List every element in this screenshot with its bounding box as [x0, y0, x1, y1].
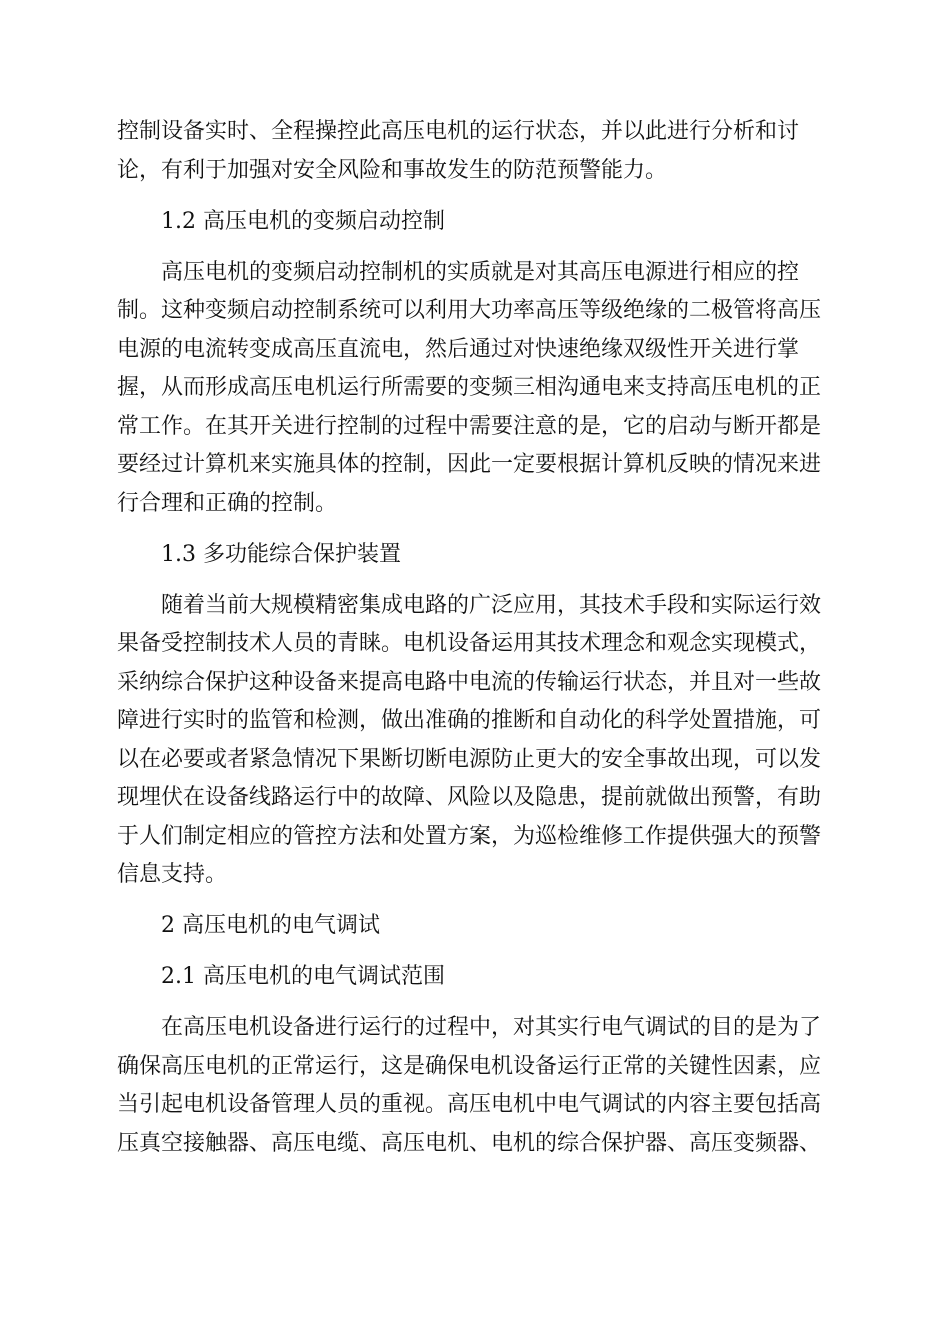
text-line: 当引起电机设备管理人员的重视。高压电机中电气调试的内容主要包括高	[117, 1092, 822, 1117]
text-line: 障进行实时的监管和检测，做出准确的推断和自动化的科学处置措施，可	[117, 708, 822, 733]
section-heading-1-3: 1.3 多功能综合保护装置	[161, 541, 401, 567]
text-line: 电源的电流转变成高压直流电，然后通过对快速绝缘双级性开关进行掌	[117, 336, 800, 362]
paragraph-continuation	[117, 113, 833, 190]
text-line: 确保高压电机的正常运行，这是确保电机设备运行正常的关键性因素，应	[117, 1053, 822, 1079]
paragraph-1-2	[117, 254, 833, 524]
text-line: 论，有利于加强对安全风险和事故发生的防范预警能力。	[117, 157, 668, 183]
text-line: 于人们制定相应的管控方法和处置方案，为巡检维修工作提供强大的预警	[117, 823, 822, 849]
text-line: 高压电机的变频启动控制机的实质就是对其高压电源进行相应的控	[161, 259, 800, 285]
text-line: 控制设备实时、全程操控此高压电机的运行状态，并以此进行分析和讨	[117, 119, 800, 144]
text-line: 果备受控制技术人员的青睐。电机设备运用其技术理念和观念实现模式，	[117, 631, 822, 656]
text-line: 在高压电机设备进行运行的过程中，对其实行电气调试的目的是为了	[161, 1015, 822, 1040]
paragraph-1-3	[117, 587, 833, 895]
section-heading-2: 2 高压电机的电气调试	[161, 913, 380, 938]
text-line: 现埋伏在设备线路运行中的故障、风险以及隐患，提前就做出预警，有助	[117, 785, 822, 810]
document-page	[117, 113, 833, 1163]
text-line: 随着当前大规模精密集成电路的广泛应用，其技术手段和实际运行效	[161, 592, 822, 618]
text-line: 要经过计算机来实施具体的控制，因此一定要根据计算机反映的情况来进	[117, 452, 822, 477]
text-line: 行合理和正确的控制。	[117, 490, 338, 516]
text-line: 压真空接触器、高压电缆、高压电机、电机的综合保护器、高压变频器、	[117, 1130, 822, 1156]
text-line: 常工作。在其开关进行控制的过程中需要注意的是，它的启动与断开都是	[117, 413, 822, 439]
paragraph-2-1	[117, 1009, 833, 1163]
section-heading-2-1: 2.1 高压电机的电气调试范围	[161, 964, 445, 989]
text-line: 以在必要或者紧急情况下果断切断电源防止更大的安全事故出现，可以发	[117, 746, 822, 772]
text-line: 制。这种变频启动控制系统可以利用大功率高压等级绝缘的二极管将高压	[117, 298, 822, 323]
text-line: 握，从而形成高压电机运行所需要的变频三相沟通电来支持高压电机的正	[117, 375, 822, 400]
text-line: 信息支持。	[117, 862, 228, 887]
text-line: 采纳综合保护这种设备来提高电路中电流的传输运行状态，并且对一些故	[117, 669, 822, 695]
section-heading-1-2: 1.2 高压电机的变频启动控制	[161, 208, 445, 234]
